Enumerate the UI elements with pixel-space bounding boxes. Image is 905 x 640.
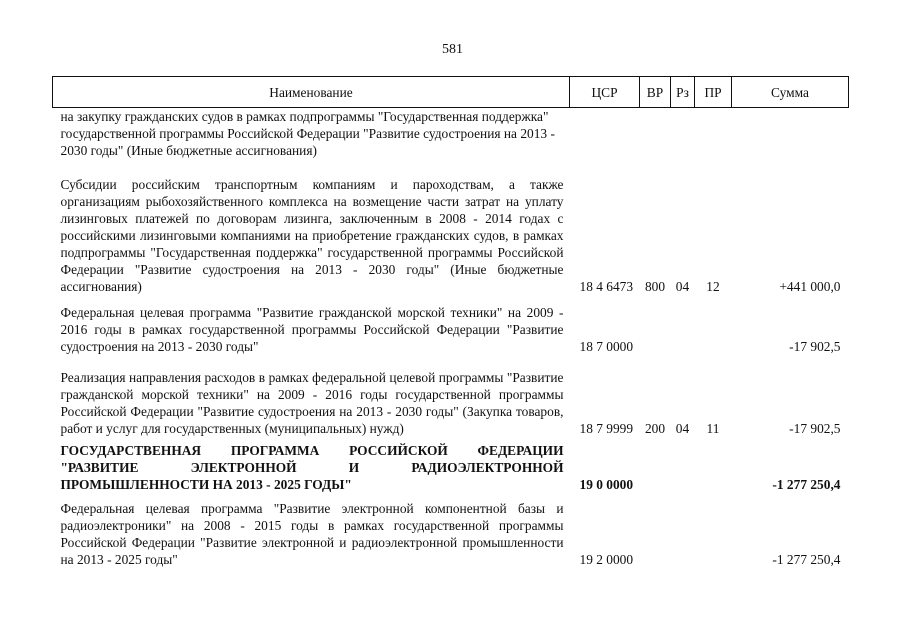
budget-table <box>52 76 849 568</box>
row-rz <box>671 493 695 568</box>
row-name: ГОСУДАРСТВЕННАЯ ПРОГРАММА РОССИЙСКОЙ ФЕДЕРАЦИИ "РАЗВИТИЕ ЭЛЕКТРОННОЙ И РАДИОЭЛЕКТРОННОЙ ПРОМЫШЛЕННОСТИ НА 2013 - 2025 ГОДЫ" <box>60 443 564 492</box>
row-vr <box>640 108 671 160</box>
table-row <box>53 108 849 160</box>
row-vr <box>640 295 671 355</box>
row-sum: +441 000,0 <box>779 279 841 294</box>
row-pr <box>695 295 732 355</box>
row-vr: 800 <box>644 279 666 294</box>
row-rz: 04 <box>675 421 690 436</box>
row-name: Реализация направления расходов в рамках федеральной целевой программы "Развитие гражданской морской техники" на 2009 - 2016 годы государственной программы Российской Федерации "Развитие судостроения на 2013 - 2030 годы" (Закупка товаров, работ и услуг для государственных (муниципальных) нужд) <box>60 370 564 436</box>
row-csr: 18 7 0000 <box>579 339 634 354</box>
row-name: Субсидии российским транспортным компаниям и пароходствам, а также организациям рыбохозяйственного комплекса на возмещение части затрат на уплату лизинговых платежей по договорам лизинга, заключенным в 2008 - 2014 годах с российскими лизинговыми компаниями на приобретение гражданских судов, в рамках подпрограммы "Государственная поддержка" государственной программы Российской Федерации "Развитие судостроения на 2013 - 2030 годы" (Иные бюджетные ассигнования) <box>60 177 564 294</box>
row-sum: -1 277 250,4 <box>772 552 841 567</box>
row-csr <box>570 108 640 160</box>
header-vr: ВР <box>640 77 671 108</box>
row-rz: 04 <box>675 279 690 294</box>
row-name: Федеральная целевая программа "Развитие электронной компонентной базы и радиоэлектроники" на 2008 - 2015 годы в рамках государственной программы Российской Федерации "Развитие электронной и радиоэлектронной промышленности на 2013 - 2025 годы" <box>60 501 564 567</box>
row-pr: 12 <box>706 279 720 294</box>
row-csr: 19 0 0000 <box>579 477 634 492</box>
row-csr: 19 2 0000 <box>579 552 634 567</box>
row-vr <box>640 437 671 493</box>
table-row <box>53 355 849 437</box>
row-vr <box>640 493 671 568</box>
row-rz <box>671 295 695 355</box>
row-vr: 200 <box>644 421 666 436</box>
row-csr: 18 4 6473 <box>579 279 634 294</box>
row-name: Федеральная целевая программа "Развитие гражданской морской техники" на 2009 - 2016 годы в рамках государственной программы Российской Федерации "Развитие судостроения на 2013 - 2030 годы" <box>60 305 564 354</box>
row-pr <box>695 493 732 568</box>
header-pr: ПР <box>695 77 732 108</box>
row-pr <box>695 108 732 160</box>
header-csr: ЦСР <box>570 77 640 108</box>
row-rz <box>671 437 695 493</box>
table-header-row <box>53 77 849 108</box>
table-row <box>53 295 849 355</box>
row-pr: 11 <box>706 421 720 436</box>
header-sum: Сумма <box>732 77 849 108</box>
table-row <box>53 493 849 568</box>
header-rz: Рз <box>671 77 695 108</box>
row-sum <box>732 108 849 160</box>
table-row <box>53 159 849 295</box>
header-name: Наименование <box>53 77 570 108</box>
page-number: 581 <box>442 42 463 57</box>
row-pr <box>695 437 732 493</box>
row-rz <box>671 108 695 160</box>
row-sum: -17 902,5 <box>789 339 841 354</box>
row-sum: -17 902,5 <box>789 421 841 436</box>
row-sum: -1 277 250,4 <box>772 477 841 492</box>
row-csr: 18 7 9999 <box>579 421 634 436</box>
row-name: на закупку гражданских судов в рамках подпрограммы "Государственная поддержка" государственной программы Российской Федерации "Развитие судостроения на 2013 - 2030 годы" (Иные бюджетные ассигнования) <box>60 109 555 158</box>
table-row <box>53 437 849 493</box>
